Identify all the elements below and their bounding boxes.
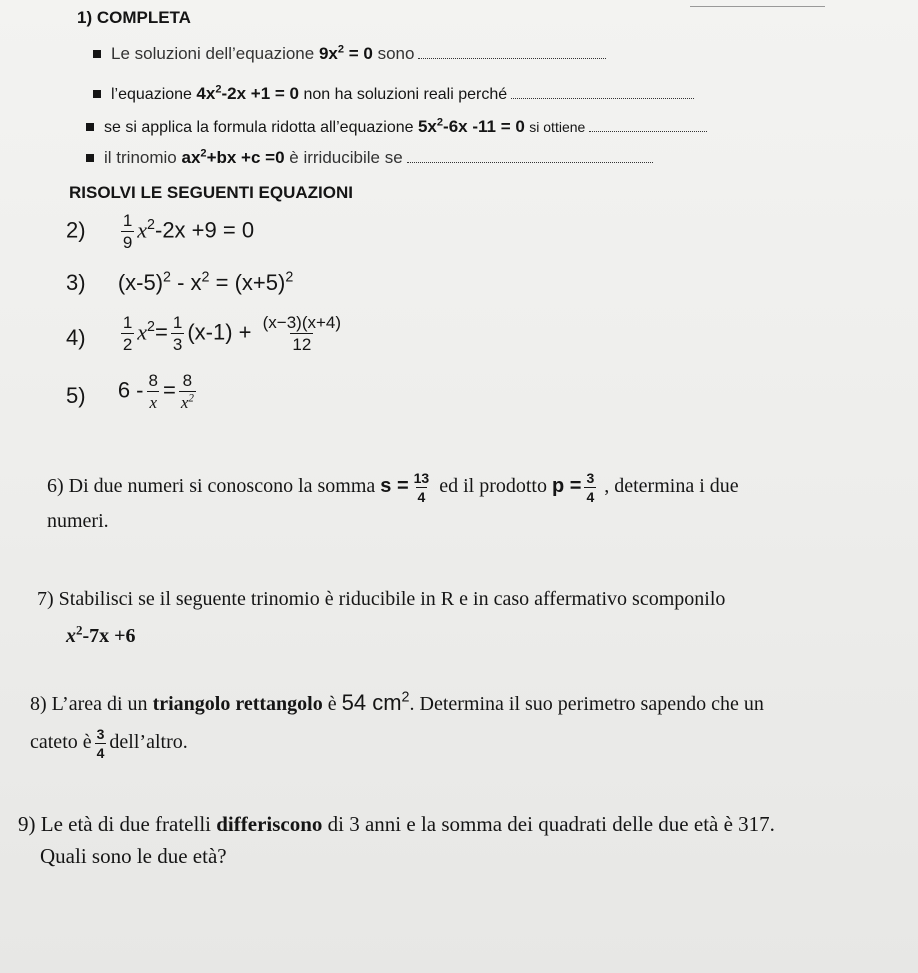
equation-5: 5) 6 - $\frac{8}{x}$ = $\frac{8}{x^2}$ — [66, 371, 194, 412]
complete-item-3 — [86, 117, 707, 137]
complete-item-4 — [86, 148, 653, 168]
answer-blank[interactable] — [511, 97, 694, 99]
fraction: $\frac{3}{4}$ — [96, 726, 105, 761]
equation-number: 4) — [66, 325, 86, 351]
answer-blank[interactable] — [418, 57, 606, 59]
fraction: $\frac{1}{3}$ — [172, 313, 183, 354]
answer-blank[interactable] — [589, 130, 707, 132]
problem-8-line-2: cateto è $\frac{3}{4}$ dell’altro. — [30, 726, 188, 761]
problem-8-line-1: 8) L’area di un triangolo rettangolo è 54 $cm^2$. Determina il suo perimetro sapendo che un — [30, 689, 764, 715]
solve-heading: RISOLVI LE SEGUENTI EQUAZIONI — [69, 183, 353, 202]
problem-6-line-2: numeri. — [47, 510, 109, 532]
equation-number: 3) — [66, 270, 86, 295]
equation-number: 2) — [66, 217, 86, 243]
equation-3: 3) $(x-5)^2 - x^2 = (x+5)^2$ — [66, 269, 294, 295]
item-text: l’equazione — [111, 86, 192, 103]
item-math: $9x^2 = 0$ — [318, 43, 373, 63]
item-after: non ha soluzioni reali perché — [303, 86, 508, 103]
problem-9-line-1: 9) Le età di due fratelli differiscono di 3 anni e la somma dei quadrati delle due età è 317. — [18, 812, 775, 836]
item-text: Le soluzioni dell’equazione — [111, 44, 315, 63]
item-math: $5x^2-6x$ -11 = 0 — [417, 116, 525, 136]
fraction: $\frac{3}{4}$ — [586, 470, 595, 505]
complete-item-2 — [93, 84, 694, 104]
item-after: sono — [377, 44, 415, 63]
item-text: il trinomio — [104, 148, 177, 167]
bullet-icon — [86, 123, 94, 131]
item-after: si ottiene — [529, 119, 586, 135]
complete-item-1 — [93, 44, 606, 64]
page-top-rule — [690, 6, 825, 7]
problem-9-line-2: Quali sono le due età? — [40, 844, 227, 868]
equation-number: 5) — [66, 383, 86, 409]
fraction: $\frac{8}{x^2}$ — [180, 371, 194, 412]
fraction: $\frac{1}{2}$ — [122, 313, 133, 354]
problem-7-trinomial: $x^2-7x +6$ — [66, 622, 136, 647]
fraction: $\frac{8}{x}$ — [148, 371, 158, 412]
item-math: $4x^2-2x +1 = 0$ — [196, 83, 299, 103]
fraction: $\frac{1}{9}$ — [122, 211, 133, 252]
complete-heading: 1) COMPLETA — [77, 8, 191, 27]
problem-6-line-1: 6) Di due numeri si conoscono la somma s = $\frac{13}{4}$ ed il prodotto p = $\frac{3}{4}$ , determina i due — [47, 470, 739, 505]
bullet-icon — [86, 154, 94, 162]
answer-blank[interactable] — [407, 161, 653, 163]
item-text: se si applica la formula ridotta all’equazione — [104, 119, 414, 136]
equation-2: 2) $\frac{1}{9}$ $x^2-2x +9 = 0$ — [66, 211, 255, 252]
equation-4: 4) $\frac{1}{2}$ $x^2=$ $\frac{1}{3}$ (x-1) + $\frac{(x-3)(x+4)}{12}$ — [66, 313, 342, 354]
problem-7-text: 7) Stabilisci se il seguente trinomio è riducibile in R e in caso affermativo scomponilo — [37, 588, 726, 610]
fraction: $\frac{13}{4}$ — [413, 470, 430, 505]
bullet-icon — [93, 90, 101, 98]
bullet-icon — [93, 50, 101, 58]
item-math: $ax^2+bx +c =0$ — [181, 147, 285, 167]
fraction: $\frac{(x-3)(x+4)}{12}$ — [262, 313, 342, 354]
item-after: è irriducibile se — [289, 148, 403, 167]
